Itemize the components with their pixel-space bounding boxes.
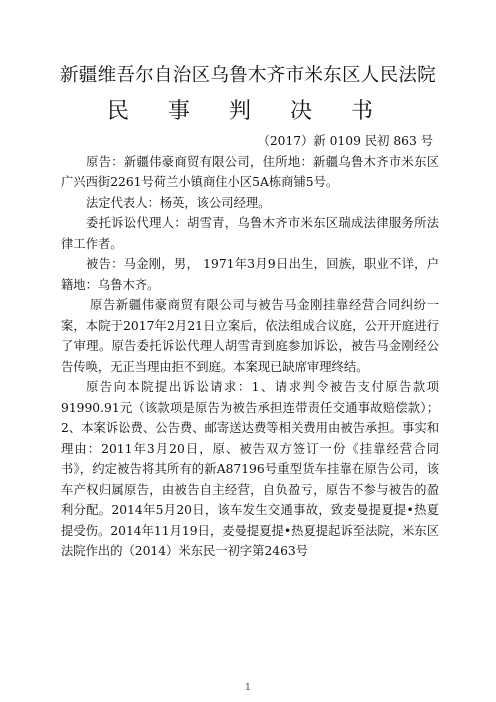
page-number: 1 [245,683,251,693]
defendant-paragraph: 被告：马金刚，男， 1971年3月9日出生，回族，职业不详，户籍地：乌鲁木齐。 [61,257,439,292]
document-body [61,131,439,562]
case-number: （2017）新 0109 民初 863 号 [257,134,433,148]
legal-representative-paragraph: 法定代表人：杨英，该公司经理。 [86,195,271,210]
claims-paragraph: 原告向本院提出诉讼请求：1、请求判令被告支付原告款项91990.91元（该款项是原告为被告承担连带责任交通事故赔偿款）；2、本案诉讼费、公告费、邮寄送达费等相关费用由被告承担。事实和理由：2011年3月20日，原、被告双方签订一份《挂靠经营合同书》，约定被告将其所有的新A87196号重型货车挂靠在原告公司，该车产权归属原告，由被告自主经营，自负盈亏，原告不参与被告的盈利分配。2014年5月20日，该车发生交通事故，致麦曼提夏提•热夏提受伤。2014年11月19日，麦曼提夏提•热夏提起诉至法院，米东区法院作出的（2014）米东民一初字第2463号 [61,380,439,558]
agent-paragraph: 委托诉讼代理人：胡雪青，乌鲁木齐市米东区瑞成法律服务所法律工作者。 [61,216,439,251]
document-title: 民 事 判 决 书 [107,99,389,124]
case-background-paragraph: 原告新疆伟豪商贸有限公司与被告马金刚挂靠经营合同纠纷一案，本院于2017年2月21日立案后，依法组成合议庭，公开开庭进行了审理。原告委托诉讼代理人胡雪青到庭参加诉讼，被告马金刚经公告传唤，无正当理由拒不到庭。本案现已缺席审理终结。 [61,298,439,374]
plaintiff-paragraph: 原告：新疆伟豪商贸有限公司，住所地：新疆乌鲁木齐市米东区广兴西街2261号荷兰小镇商住小区5A栋商铺5号。 [61,154,439,189]
court-name: 新疆维吾尔自治区乌鲁木齐市米东区人民法院 [59,65,436,86]
